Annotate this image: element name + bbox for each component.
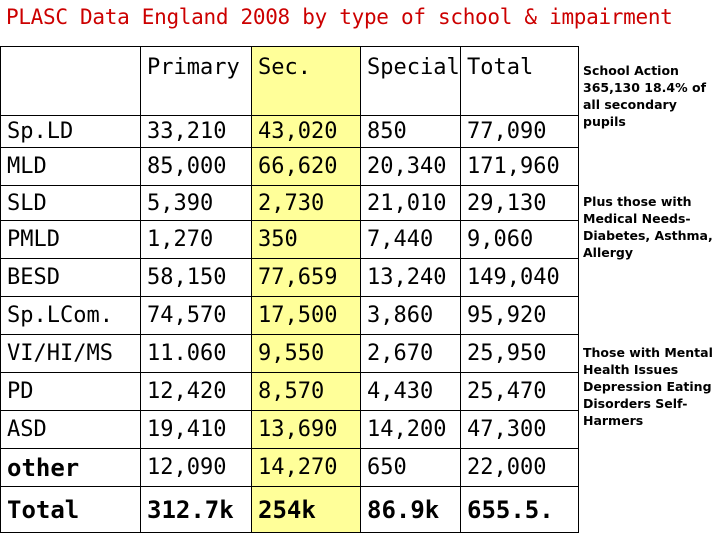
table-row (1, 116, 579, 148)
primary-cell: 12,420 (141, 373, 252, 411)
row-label: PMLD (1, 221, 141, 259)
total-cell: 171,960 (461, 148, 579, 186)
total-row (1, 487, 579, 533)
table-row (1, 373, 579, 411)
row-label: Sp.LCom. (1, 297, 141, 335)
header-total: Total (461, 47, 579, 116)
note-school-action: School Action 365,130 18.4% of all secondary pupils (583, 63, 707, 129)
table-row (1, 411, 579, 449)
row-label: SLD (1, 186, 141, 221)
total-cell: 25,470 (461, 373, 579, 411)
secondary-cell: 66,620 (252, 148, 361, 186)
total-cell: 9,060 (461, 221, 579, 259)
header-secondary: Sec. (252, 47, 361, 116)
primary-cell: 58,150 (141, 259, 252, 297)
special-cell: 850 (361, 116, 461, 148)
total-cell: 25,950 (461, 335, 579, 373)
secondary-cell: 14,270 (252, 449, 361, 487)
primary-cell: 11.060 (141, 335, 252, 373)
header-special: Special (361, 47, 461, 116)
special-cell: 7,440 (361, 221, 461, 259)
special-cell: 650 (361, 449, 461, 487)
row-label: other (1, 449, 141, 487)
secondary-cell: 8,570 (252, 373, 361, 411)
row-label: BESD (1, 259, 141, 297)
total-cell: 29,130 (461, 186, 579, 221)
total-secondary: 254k (252, 487, 361, 533)
slide-title: PLASC Data England 2008 by type of school & impairment (6, 5, 673, 29)
primary-cell: 5,390 (141, 186, 252, 221)
special-cell: 14,200 (361, 411, 461, 449)
total-special: 86.9k (361, 487, 461, 533)
primary-cell: 1,270 (141, 221, 252, 259)
special-cell: 4,430 (361, 373, 461, 411)
primary-cell: 85,000 (141, 148, 252, 186)
total-cell: 77,090 (461, 116, 579, 148)
secondary-cell: 2,730 (252, 186, 361, 221)
table-row (1, 259, 579, 297)
total-primary: 312.7k (141, 487, 252, 533)
secondary-cell: 13,690 (252, 411, 361, 449)
header-row (1, 47, 579, 116)
row-label: Sp.LD (1, 116, 141, 148)
secondary-cell: 43,020 (252, 116, 361, 148)
secondary-cell: 17,500 (252, 297, 361, 335)
header-primary: Primary (141, 47, 252, 116)
table-row (1, 297, 579, 335)
total-cell: 95,920 (461, 297, 579, 335)
total-cell: 149,040 (461, 259, 579, 297)
secondary-cell: 77,659 (252, 259, 361, 297)
total-label: Total (1, 487, 141, 533)
primary-cell: 33,210 (141, 116, 252, 148)
impairment-table (0, 46, 579, 533)
table-row (1, 335, 579, 373)
special-cell: 21,010 (361, 186, 461, 221)
row-label: MLD (1, 148, 141, 186)
table-row (1, 186, 579, 221)
total-cell: 47,300 (461, 411, 579, 449)
table-row (1, 449, 579, 487)
table-row (1, 148, 579, 186)
note-medical-needs: Plus those with Medical Needs- Diabetes, Asthma, Allergy (583, 194, 713, 260)
row-label: ASD (1, 411, 141, 449)
total-cell: 22,000 (461, 449, 579, 487)
secondary-cell: 9,550 (252, 335, 361, 373)
special-cell: 20,340 (361, 148, 461, 186)
primary-cell: 19,410 (141, 411, 252, 449)
table-row (1, 221, 579, 259)
primary-cell: 12,090 (141, 449, 252, 487)
total-overall: 655.5. (461, 487, 579, 533)
note-mental-health: Those with Mental Health Issues Depression Eating Disorders Self- Harmers (583, 345, 713, 428)
special-cell: 2,670 (361, 335, 461, 373)
row-label: VI/HI/MS (1, 335, 141, 373)
special-cell: 13,240 (361, 259, 461, 297)
header-cell-empty (1, 47, 141, 116)
primary-cell: 74,570 (141, 297, 252, 335)
row-label: PD (1, 373, 141, 411)
special-cell: 3,860 (361, 297, 461, 335)
secondary-cell: 350 (252, 221, 361, 259)
